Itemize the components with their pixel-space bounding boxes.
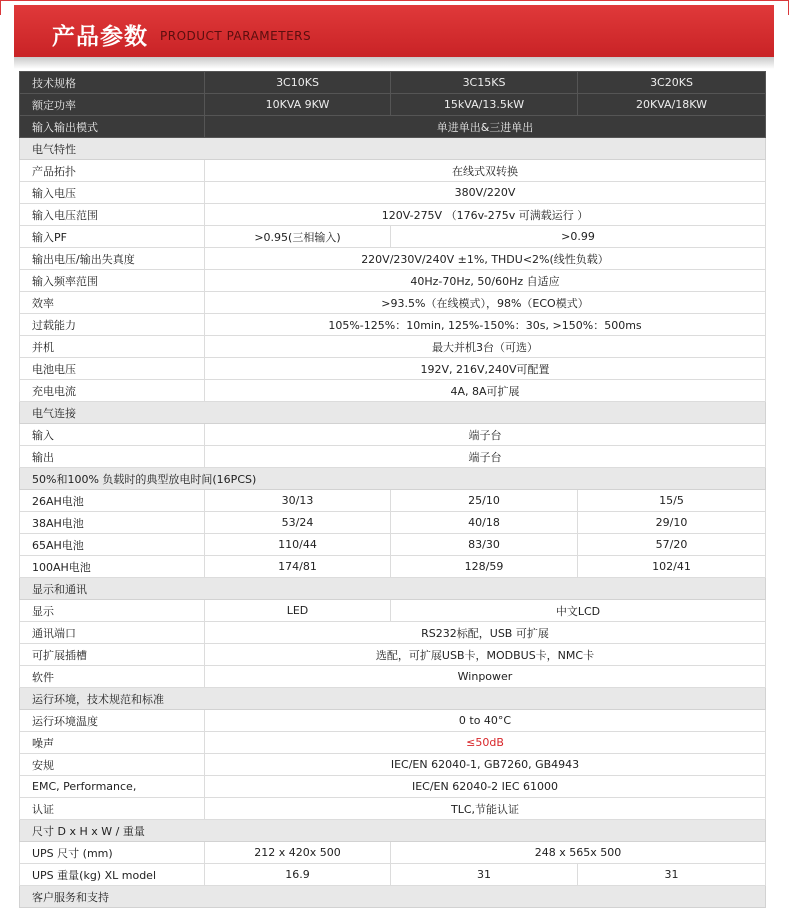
model-3c10ks: 3C10KS [205,72,391,94]
row-label: 100AH电池 [20,556,205,578]
section-title: 电气特性 [20,138,766,160]
dimension-3c10ks: 212 x 420x 500 [205,842,391,864]
power-3c20ks: 20KVA/18KW [578,94,766,116]
spec-table [19,71,766,908]
row-value: 选配，可扩展USB卡，MODBUS卡，NMC卡 [205,644,766,666]
table-row [20,204,766,226]
table-row [20,776,766,798]
section-environment [20,688,766,710]
row-label: 输入电压范围 [20,204,205,226]
page-title: 产品参数 [52,24,148,50]
discharge-value: 102/41 [578,556,766,578]
section-title: 50%和100% 负载时的典型放电时间(16PCS) [20,468,766,490]
section-display [20,578,766,600]
row-label: 可扩展插槽 [20,644,205,666]
table-row [20,644,766,666]
model-3c15ks: 3C15KS [391,72,578,94]
discharge-value: 15/5 [578,490,766,512]
table-row [20,556,766,578]
section-title: 运行环境，技术规范和标准 [20,688,766,710]
row-value: IEC/EN 62040-1, GB7260, GB4943 [205,754,766,776]
row-value: 最大并机3台（可选） [205,336,766,358]
row-label: UPS 尺寸 (mm) [20,842,205,864]
row-label: 产品拓扑 [20,160,205,182]
row-value: 4A, 8A可扩展 [205,380,766,402]
page-subtitle: PRODUCT PARAMETERS [160,29,312,43]
row-value-b: >0.99 [391,226,766,248]
row-value: 105%-125%：10min, 125%-150%：30s, >150%：500ms [205,314,766,336]
discharge-value: 40/18 [391,512,578,534]
table-row [20,666,766,688]
table-row [20,732,766,754]
row-label: 输出电压/输出失真度 [20,248,205,270]
table-row [20,446,766,468]
discharge-value: 110/44 [205,534,391,556]
row-value: >93.5%（在线模式），98%（ECO模式） [205,292,766,314]
section-title: 显示和通讯 [20,578,766,600]
table-row [20,754,766,776]
table-row [20,600,766,622]
row-value: 0 to 40°C [205,710,766,732]
row-label: 输入 [20,424,205,446]
section-size [20,820,766,842]
display-value-led: LED [205,600,391,622]
table-row [20,622,766,644]
row-value: 220V/230V/240V ±1%, THDU<2%(线性负载） [205,248,766,270]
discharge-value: 25/10 [391,490,578,512]
table-row [20,710,766,732]
row-label: 38AH电池 [20,512,205,534]
row-label: 过载能力 [20,314,205,336]
row-label: 效率 [20,292,205,314]
mode-value: 单进单出&三进单出 [205,116,766,138]
row-label: UPS 重量(kg) XL model [20,864,205,886]
row-label: 输入PF [20,226,205,248]
row-value: 在线式双转换 [205,160,766,182]
table-row [20,336,766,358]
table-row [20,160,766,182]
table-row [20,314,766,336]
spec-label: 技术规格 [20,72,205,94]
title-banner [14,5,774,57]
model-3c20ks: 3C20KS [578,72,766,94]
row-label: 安规 [20,754,205,776]
weight-3c10ks: 16.9 [205,864,391,886]
table-row [20,248,766,270]
row-label: 输出 [20,446,205,468]
discharge-value: 174/81 [205,556,391,578]
row-value: RS232标配，USB 可扩展 [205,622,766,644]
header-row-power [20,94,766,116]
row-label: 噪声 [20,732,205,754]
row-value: 120V-275V （176v-275v 可满载运行 ） [205,204,766,226]
row-value: 380V/220V [205,182,766,204]
weight-3c20ks: 31 [578,864,766,886]
section-connection [20,402,766,424]
section-title: 电气连接 [20,402,766,424]
discharge-value: 57/20 [578,534,766,556]
row-value: TLC,节能认证 [205,798,766,820]
row-label: 输入频率范围 [20,270,205,292]
row-value: IEC/EN 62040-2 IEC 61000 [205,776,766,798]
section-title: 客户服务和支持 [20,886,766,908]
table-row [20,512,766,534]
table-row [20,424,766,446]
table-row [20,798,766,820]
row-label: 充电电流 [20,380,205,402]
row-label: 认证 [20,798,205,820]
table-row [20,226,766,248]
banner-shadow [14,57,774,69]
power-3c10ks: 10KVA 9KW [205,94,391,116]
row-label: EMC, Performance, [20,776,205,798]
discharge-value: 29/10 [578,512,766,534]
row-label: 运行环境温度 [20,710,205,732]
row-value: 端子台 [205,424,766,446]
row-value: 192V, 216V,240V可配置 [205,358,766,380]
row-label: 26AH电池 [20,490,205,512]
table-row [20,842,766,864]
power-3c15ks: 15kVA/13.5kW [391,94,578,116]
table-row [20,270,766,292]
table-row [20,380,766,402]
header-row-mode [20,116,766,138]
mode-label: 输入输出模式 [20,116,205,138]
table-row [20,490,766,512]
row-value: 端子台 [205,446,766,468]
row-label: 输入电压 [20,182,205,204]
table-row [20,534,766,556]
section-discharge [20,468,766,490]
discharge-value: 53/24 [205,512,391,534]
section-service [20,886,766,908]
section-electrical [20,138,766,160]
row-value: Winpower [205,666,766,688]
table-row [20,182,766,204]
display-value-lcd: 中文LCD [391,600,766,622]
weight-3c15ks: 31 [391,864,578,886]
row-value: 40Hz-70Hz, 50/60Hz 自适应 [205,270,766,292]
row-label: 65AH电池 [20,534,205,556]
row-label: 显示 [20,600,205,622]
row-label: 通讯端口 [20,622,205,644]
dimension-3c15ks-3c20ks: 248 x 565x 500 [391,842,766,864]
row-value-a: >0.95(三相输入) [205,226,391,248]
row-label: 电池电压 [20,358,205,380]
discharge-value: 30/13 [205,490,391,512]
noise-value: ≤50dB [205,732,766,754]
row-label: 软件 [20,666,205,688]
discharge-value: 128/59 [391,556,578,578]
table-row [20,864,766,886]
power-label: 额定功率 [20,94,205,116]
header-row-model [20,72,766,94]
table-row [20,292,766,314]
discharge-value: 83/30 [391,534,578,556]
section-title: 尺寸 D x H x W / 重量 [20,820,766,842]
row-label: 并机 [20,336,205,358]
table-row [20,358,766,380]
